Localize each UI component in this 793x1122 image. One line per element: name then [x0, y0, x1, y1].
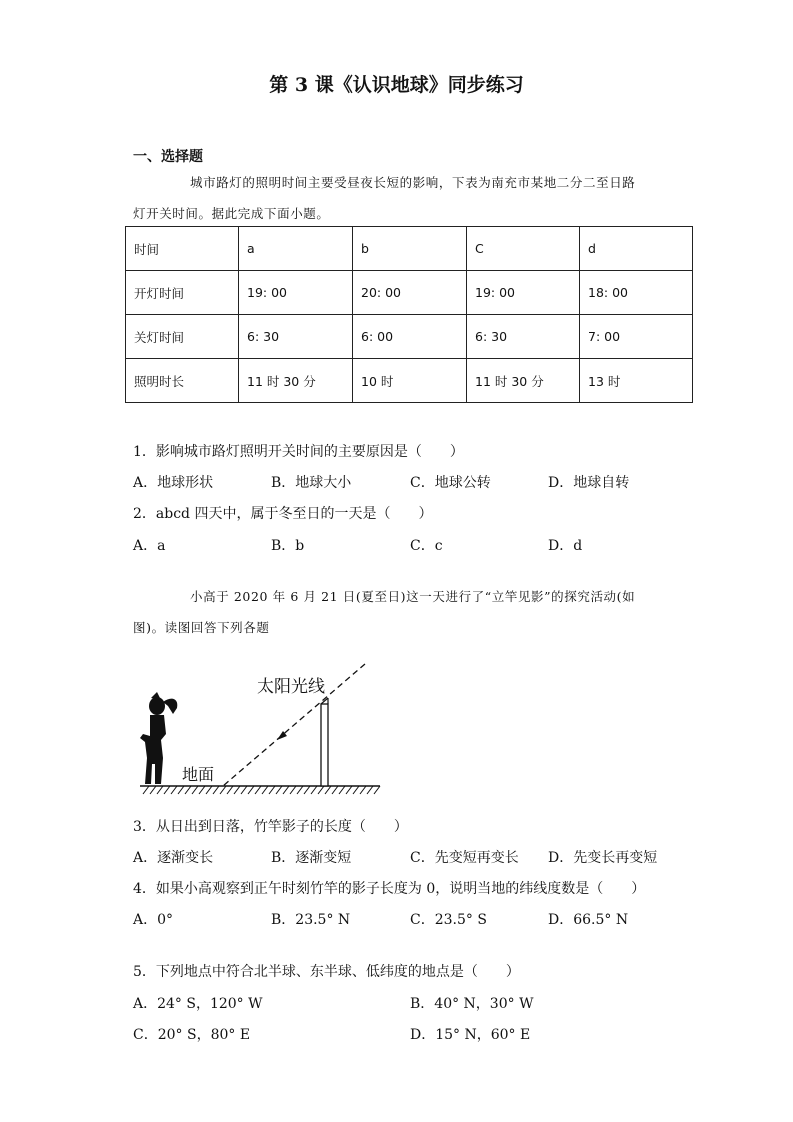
section-heading: 一、选择题 [133, 149, 203, 165]
question-5-option-d: D．15° N，60° E [410, 1027, 531, 1043]
ground-hatch [140, 786, 380, 794]
shadow-experiment-figure [135, 662, 385, 800]
intro-paragraph-2-line-2: 图)。读图回答下列各题 [133, 620, 270, 635]
table-row [126, 315, 693, 359]
ground-label: 地面 [182, 765, 215, 784]
question-4-option-c: C．23.5° S [410, 912, 487, 928]
table-cell: 13 时 [580, 359, 693, 403]
question-2-option-d: D．d [548, 538, 583, 554]
question-5-option-b: B．40° N，30° W [410, 996, 534, 1012]
intro-paragraph-2-line-1: 小高于 2020 年 6 月 21 日(夏至日)这一天进行了“立竿见影”的探究活动(如 [190, 589, 636, 604]
question-4-stem: 4．如果小高观察到正午时刻竹竿的影子长度为 0，说明当地的纬线度数是（ ） [133, 881, 646, 897]
table-cell: 10 时 [353, 359, 467, 403]
page-title: 第 3 课《认识地球》同步练习 [269, 74, 524, 96]
question-1-option-b: B．地球大小 [271, 475, 352, 491]
table-cell: 11 时 30 分 [467, 359, 580, 403]
bamboo-pole [321, 704, 328, 786]
table-cell: 照明时长 [126, 359, 239, 403]
question-2-stem: 2．abcd 四天中，属于冬至日的一天是（ ） [133, 506, 433, 522]
table-header-row [126, 227, 693, 271]
intro-paragraph-1-line-1: 城市路灯的照明时间主要受昼夜长短的影响，下表为南充市某地二分二至日路 [190, 175, 636, 190]
table-cell: 7: 00 [580, 315, 693, 359]
table-cell: d [580, 227, 693, 271]
question-3-option-b: B．逐渐变短 [271, 850, 352, 866]
table-cell: 6: 00 [353, 315, 467, 359]
table-cell: 19: 00 [467, 271, 580, 315]
table-cell: 时间 [126, 227, 239, 271]
table-row [126, 359, 693, 403]
question-3-stem: 3．从日出到日落，竹竿影子的长度（ ） [133, 819, 408, 835]
question-2-option-b: B．b [271, 538, 305, 554]
question-4-option-d: D．66.5° N [548, 912, 629, 928]
sun-ray-label: 太阳光线 [257, 677, 325, 697]
question-4-option-a: A．0° [133, 912, 174, 928]
table-cell: b [353, 227, 467, 271]
table-cell: 开灯时间 [126, 271, 239, 315]
table-cell: a [239, 227, 353, 271]
table-cell: 20: 00 [353, 271, 467, 315]
question-3-option-a: A．逐渐变长 [133, 850, 214, 866]
question-2-option-a: A．a [133, 538, 166, 554]
table-cell: 18: 00 [580, 271, 693, 315]
question-1-option-a: A．地球形状 [133, 475, 214, 491]
question-1-stem: 1．影响城市路灯照明开关时间的主要原因是（ ） [133, 444, 464, 460]
question-2-option-c: C．c [410, 538, 443, 554]
question-4-option-b: B．23.5° N [271, 912, 351, 928]
question-3-option-d: D．先变长再变短 [548, 850, 658, 866]
lamp-time-table [125, 226, 693, 403]
table-cell: 11 时 30 分 [239, 359, 353, 403]
question-5-option-a: A．24° S，120° W [133, 996, 263, 1012]
question-5-stem: 5．下列地点中符合北半球、东半球、低纬度的地点是（ ） [133, 964, 520, 980]
question-5-option-c: C．20° S，80° E [133, 1027, 251, 1043]
question-1-option-c: C．地球公转 [410, 475, 491, 491]
table-cell: C [467, 227, 580, 271]
table-cell: 关灯时间 [126, 315, 239, 359]
table-cell: 6: 30 [467, 315, 580, 359]
table-cell: 19: 00 [239, 271, 353, 315]
table-row [126, 271, 693, 315]
question-3-option-c: C．先变短再变长 [410, 850, 519, 866]
person-silhouette-icon [140, 692, 177, 784]
table-cell: 6: 30 [239, 315, 353, 359]
question-1-option-d: D．地球自转 [548, 475, 630, 491]
intro-paragraph-1-line-2: 灯开关时间。据此完成下面小题。 [133, 206, 330, 221]
